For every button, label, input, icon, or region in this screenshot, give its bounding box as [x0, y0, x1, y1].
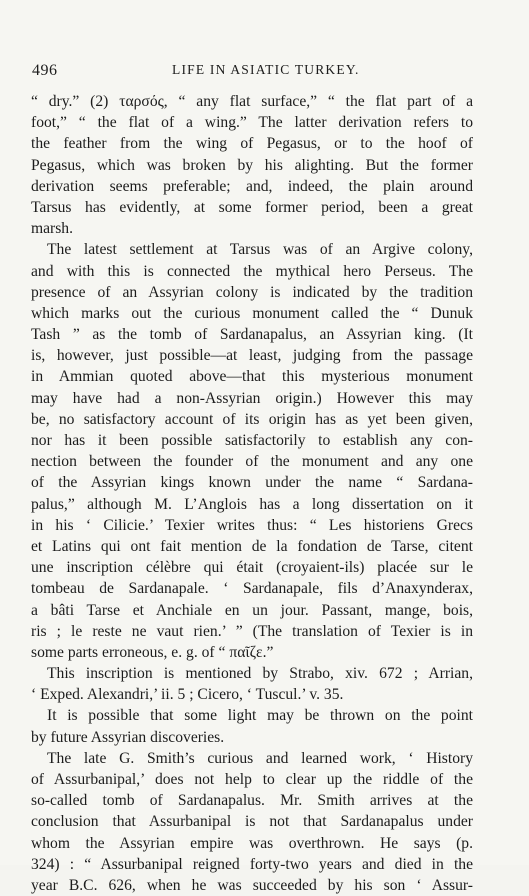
text-line: in his ‘ Cilicie.’ Texier writes thus: “ Les historiens Grecs — [31, 516, 473, 534]
text-line: nor has it been possible satisfactorily to establish any con- — [31, 432, 473, 449]
text-line: It is possible that some light may be thrown on the point — [47, 707, 473, 725]
page-header — [32, 62, 504, 84]
text-line: The latest settlement at Tarsus was of an Argive colony, — [47, 241, 473, 259]
text-line: une inscription célèbre qui était (croyaient-ils) placée sur le — [31, 559, 473, 577]
body-text — [31, 91, 473, 896]
text-line: ris ; le reste ne vaut rien.’ ” (The translation of Texier is in — [31, 622, 473, 640]
page-number: 496 — [32, 62, 58, 79]
text-line: of the Assyrian kings known under the name “ Sardana- — [31, 474, 473, 492]
text-line: Pegasus, which was broken by his alighting. But the former — [31, 156, 473, 174]
text-line: presence of an Assyrian colony is indicated by the tradition — [31, 283, 473, 301]
text-line: Tarsus has evidently, at some former period, been a great — [31, 198, 473, 216]
text-line: in Ammian quoted above—that this mysterious monument — [31, 368, 473, 386]
running-head: LIFE IN ASIATIC TURKEY. — [172, 62, 360, 77]
text-line: year B.C. 626, when he was succeeded by his son ‘ Assur- — [31, 876, 473, 894]
text-line: of Assurbanipal,’ does not help to clear up the riddle of the — [31, 771, 473, 788]
text-line: which marks out the curious monument called the “ Dunuk — [31, 304, 473, 322]
text-line: Tash ” as the tomb of Sardanapalus, an Assyrian king. (It — [31, 326, 473, 344]
text-line: “ dry.” (2) ταρσός, “ any flat surface,” “ the flat part of a — [31, 93, 473, 110]
text-line: ‘ Exped. Alexandri,’ ii. 5 ; Cicero, ‘ Tuscul.’ v. 35. — [31, 686, 344, 704]
text-line: is, however, just possible—at least, judging from the passage — [31, 347, 473, 365]
text-line: palus,” although M. L’Anglois has a long dissertation on it — [31, 495, 473, 513]
text-line: be, no satisfactory account of its origin has as yet been given, — [31, 410, 473, 428]
text-line: the feather from the wing of Pegasus, or to the hoof of — [31, 135, 473, 153]
text-line: and with this is connected the mythical hero Perseus. The — [31, 262, 473, 280]
text-line: so-called tomb of Sardanapalus. Mr. Smith arrives at the — [31, 792, 473, 810]
text-line: whom the Assyrian empire was overthrown. He says (p. — [31, 834, 473, 852]
text-line: may have had a non-Assyrian origin.) However this may — [31, 389, 473, 407]
text-line: 324) : “ Assurbanipal reigned forty-two years and died in the — [31, 855, 473, 873]
text-line: derivation seems preferable; and, indeed, the plain around — [31, 177, 473, 195]
text-line: conclusion that Assurbanipal is not that Sardanapalus under — [31, 813, 473, 831]
text-line: The late G. Smith’s curious and learned work, ‘ History — [47, 749, 473, 767]
text-line: a bâti Tarse et Anchiale en un jour. Passant, mange, bois, — [31, 601, 473, 619]
text-line: This inscription is mentioned by Strabo, xiv. 672 ; Arrian, — [47, 665, 473, 683]
text-line: some parts erroneous, e. g. of “ παῖζε.” — [31, 643, 274, 661]
text-line: foot,” “ the flat of a wing.” The latter derivation refers to — [31, 114, 473, 132]
text-line: et Latins qui ont fait mention de la fondation de Tarse, citent — [31, 537, 473, 555]
text-line: tombeau de Sardanapale. ‘ Sardanapale, fils d’Anaxynderax, — [31, 580, 473, 598]
text-line: nection between the founder of the monument and any one — [31, 453, 473, 471]
text-line: by future Assyrian discoveries. — [31, 728, 225, 746]
text-line: marsh. — [31, 220, 74, 238]
